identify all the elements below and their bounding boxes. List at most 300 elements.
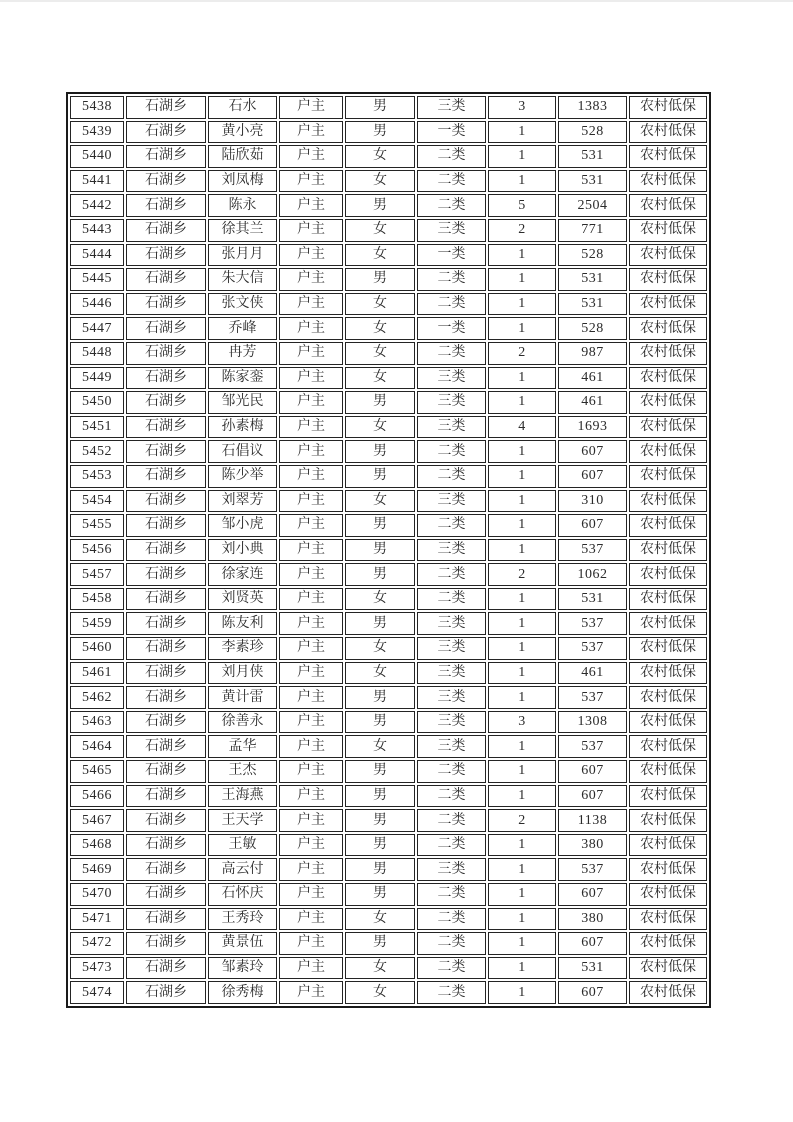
cell-householder-relation: 户主 — [279, 932, 343, 955]
cell-amount: 380 — [558, 834, 627, 857]
cell-householder-relation: 户主 — [279, 662, 343, 685]
cell-township: 石湖乡 — [126, 809, 206, 832]
cell-amount: 607 — [558, 981, 627, 1004]
cell-householder-relation: 户主 — [279, 957, 343, 980]
cell-serial-number: 5464 — [70, 735, 124, 758]
cell-category: 二类 — [417, 342, 486, 365]
cell-amount: 461 — [558, 367, 627, 390]
cell-serial-number: 5471 — [70, 908, 124, 931]
cell-gender: 男 — [345, 391, 415, 414]
cell-person-name: 朱大信 — [208, 268, 277, 291]
cell-subsidy-type: 农村低保 — [629, 858, 707, 881]
cell-gender: 男 — [345, 809, 415, 832]
cell-person-count: 1 — [488, 170, 556, 193]
page-top-edge — [0, 0, 793, 2]
cell-serial-number: 5449 — [70, 367, 124, 390]
cell-amount: 380 — [558, 908, 627, 931]
cell-person-name: 陈友利 — [208, 612, 277, 635]
cell-subsidy-type: 农村低保 — [629, 760, 707, 783]
cell-amount: 607 — [558, 465, 627, 488]
cell-householder-relation: 户主 — [279, 908, 343, 931]
table-row — [70, 539, 707, 562]
cell-person-count: 2 — [488, 809, 556, 832]
table-row — [70, 293, 707, 316]
cell-amount: 537 — [558, 612, 627, 635]
cell-person-name: 王天学 — [208, 809, 277, 832]
cell-township: 石湖乡 — [126, 440, 206, 463]
cell-subsidy-type: 农村低保 — [629, 981, 707, 1004]
cell-serial-number: 5470 — [70, 883, 124, 906]
cell-person-name: 石倡议 — [208, 440, 277, 463]
cell-person-count: 1 — [488, 908, 556, 931]
cell-householder-relation: 户主 — [279, 367, 343, 390]
cell-person-name: 石水 — [208, 96, 277, 119]
cell-township: 石湖乡 — [126, 981, 206, 1004]
cell-person-name: 王秀玲 — [208, 908, 277, 931]
cell-amount: 528 — [558, 317, 627, 340]
cell-subsidy-type: 农村低保 — [629, 711, 707, 734]
cell-gender: 男 — [345, 440, 415, 463]
cell-category: 三类 — [417, 416, 486, 439]
cell-township: 石湖乡 — [126, 858, 206, 881]
cell-township: 石湖乡 — [126, 268, 206, 291]
cell-category: 三类 — [417, 686, 486, 709]
cell-person-count: 1 — [488, 662, 556, 685]
cell-person-count: 1 — [488, 932, 556, 955]
table-row — [70, 416, 707, 439]
cell-person-count: 1 — [488, 367, 556, 390]
cell-person-count: 1 — [488, 760, 556, 783]
cell-category: 二类 — [417, 268, 486, 291]
cell-gender: 女 — [345, 170, 415, 193]
cell-township: 石湖乡 — [126, 317, 206, 340]
cell-township: 石湖乡 — [126, 145, 206, 168]
cell-township: 石湖乡 — [126, 367, 206, 390]
cell-township: 石湖乡 — [126, 539, 206, 562]
cell-township: 石湖乡 — [126, 711, 206, 734]
cell-householder-relation: 户主 — [279, 121, 343, 144]
cell-amount: 461 — [558, 662, 627, 685]
cell-amount: 528 — [558, 244, 627, 267]
cell-gender: 女 — [345, 342, 415, 365]
cell-person-count: 1 — [488, 686, 556, 709]
table-row — [70, 957, 707, 980]
cell-amount: 537 — [558, 735, 627, 758]
cell-amount: 537 — [558, 858, 627, 881]
table-body — [70, 96, 707, 1004]
cell-householder-relation: 户主 — [279, 490, 343, 513]
cell-householder-relation: 户主 — [279, 858, 343, 881]
cell-subsidy-type: 农村低保 — [629, 735, 707, 758]
cell-subsidy-type: 农村低保 — [629, 367, 707, 390]
cell-township: 石湖乡 — [126, 908, 206, 931]
cell-category: 二类 — [417, 465, 486, 488]
cell-person-name: 孟华 — [208, 735, 277, 758]
table-row — [70, 883, 707, 906]
cell-serial-number: 5461 — [70, 662, 124, 685]
cell-person-count: 2 — [488, 219, 556, 242]
cell-subsidy-type: 农村低保 — [629, 244, 707, 267]
cell-township: 石湖乡 — [126, 612, 206, 635]
cell-category: 二类 — [417, 194, 486, 217]
cell-person-name: 刘小典 — [208, 539, 277, 562]
cell-subsidy-type: 农村低保 — [629, 588, 707, 611]
cell-gender: 男 — [345, 96, 415, 119]
cell-person-count: 1 — [488, 145, 556, 168]
cell-amount: 607 — [558, 932, 627, 955]
table-row — [70, 809, 707, 832]
cell-township: 石湖乡 — [126, 588, 206, 611]
cell-serial-number: 5463 — [70, 711, 124, 734]
cell-serial-number: 5448 — [70, 342, 124, 365]
cell-gender: 男 — [345, 883, 415, 906]
cell-householder-relation: 户主 — [279, 416, 343, 439]
cell-householder-relation: 户主 — [279, 981, 343, 1004]
cell-householder-relation: 户主 — [279, 612, 343, 635]
table-row — [70, 96, 707, 119]
table-row — [70, 834, 707, 857]
cell-amount: 987 — [558, 342, 627, 365]
cell-person-count: 3 — [488, 96, 556, 119]
table-row — [70, 170, 707, 193]
cell-person-name: 王海燕 — [208, 785, 277, 808]
cell-subsidy-type: 农村低保 — [629, 170, 707, 193]
table-row — [70, 145, 707, 168]
cell-serial-number: 5456 — [70, 539, 124, 562]
cell-householder-relation: 户主 — [279, 317, 343, 340]
cell-category: 一类 — [417, 317, 486, 340]
cell-gender: 女 — [345, 957, 415, 980]
cell-person-name: 陈永 — [208, 194, 277, 217]
cell-person-count: 3 — [488, 711, 556, 734]
table-row — [70, 465, 707, 488]
cell-amount: 531 — [558, 170, 627, 193]
cell-category: 二类 — [417, 981, 486, 1004]
cell-person-name: 黄景伍 — [208, 932, 277, 955]
cell-subsidy-type: 农村低保 — [629, 440, 707, 463]
cell-person-name: 陈家銮 — [208, 367, 277, 390]
cell-person-name: 邹小虎 — [208, 514, 277, 537]
table-row — [70, 981, 707, 1004]
cell-serial-number: 5459 — [70, 612, 124, 635]
cell-householder-relation: 户主 — [279, 711, 343, 734]
cell-category: 二类 — [417, 588, 486, 611]
cell-category: 三类 — [417, 662, 486, 685]
cell-serial-number: 5441 — [70, 170, 124, 193]
cell-person-count: 1 — [488, 317, 556, 340]
cell-subsidy-type: 农村低保 — [629, 686, 707, 709]
table-row — [70, 268, 707, 291]
cell-amount: 531 — [558, 957, 627, 980]
cell-subsidy-type: 农村低保 — [629, 465, 707, 488]
cell-serial-number: 5457 — [70, 563, 124, 586]
cell-householder-relation: 户主 — [279, 514, 343, 537]
cell-person-count: 1 — [488, 957, 556, 980]
cell-gender: 女 — [345, 662, 415, 685]
cell-township: 石湖乡 — [126, 637, 206, 660]
cell-gender: 女 — [345, 735, 415, 758]
cell-householder-relation: 户主 — [279, 268, 343, 291]
cell-amount: 607 — [558, 514, 627, 537]
cell-person-name: 邹光民 — [208, 391, 277, 414]
cell-gender: 女 — [345, 490, 415, 513]
cell-township: 石湖乡 — [126, 514, 206, 537]
cell-householder-relation: 户主 — [279, 440, 343, 463]
cell-person-name: 王杰 — [208, 760, 277, 783]
cell-gender: 女 — [345, 981, 415, 1004]
cell-serial-number: 5462 — [70, 686, 124, 709]
cell-householder-relation: 户主 — [279, 342, 343, 365]
table-row — [70, 244, 707, 267]
cell-amount: 1693 — [558, 416, 627, 439]
cell-person-count: 4 — [488, 416, 556, 439]
cell-township: 石湖乡 — [126, 785, 206, 808]
cell-person-count: 1 — [488, 858, 556, 881]
cell-township: 石湖乡 — [126, 391, 206, 414]
cell-serial-number: 5446 — [70, 293, 124, 316]
cell-person-count: 1 — [488, 539, 556, 562]
cell-person-count: 1 — [488, 121, 556, 144]
cell-township: 石湖乡 — [126, 293, 206, 316]
cell-township: 石湖乡 — [126, 96, 206, 119]
cell-category: 一类 — [417, 244, 486, 267]
cell-subsidy-type: 农村低保 — [629, 957, 707, 980]
cell-householder-relation: 户主 — [279, 785, 343, 808]
cell-person-count: 1 — [488, 735, 556, 758]
cell-person-count: 1 — [488, 883, 556, 906]
cell-gender: 女 — [345, 416, 415, 439]
cell-category: 二类 — [417, 563, 486, 586]
cell-gender: 女 — [345, 293, 415, 316]
cell-amount: 1138 — [558, 809, 627, 832]
cell-serial-number: 5472 — [70, 932, 124, 955]
cell-category: 二类 — [417, 440, 486, 463]
cell-person-count: 1 — [488, 637, 556, 660]
welfare-recipient-table — [66, 92, 711, 1008]
cell-subsidy-type: 农村低保 — [629, 293, 707, 316]
cell-category: 三类 — [417, 735, 486, 758]
cell-householder-relation: 户主 — [279, 96, 343, 119]
table-row — [70, 735, 707, 758]
cell-person-name: 李素珍 — [208, 637, 277, 660]
cell-category: 二类 — [417, 883, 486, 906]
cell-category: 二类 — [417, 785, 486, 808]
cell-gender: 男 — [345, 686, 415, 709]
cell-category: 三类 — [417, 96, 486, 119]
cell-category: 三类 — [417, 858, 486, 881]
cell-amount: 2504 — [558, 194, 627, 217]
cell-householder-relation: 户主 — [279, 170, 343, 193]
cell-category: 三类 — [417, 711, 486, 734]
cell-serial-number: 5465 — [70, 760, 124, 783]
cell-person-count: 1 — [488, 785, 556, 808]
cell-person-name: 王敏 — [208, 834, 277, 857]
cell-householder-relation: 户主 — [279, 145, 343, 168]
cell-person-name: 石怀庆 — [208, 883, 277, 906]
cell-category: 三类 — [417, 391, 486, 414]
cell-category: 一类 — [417, 121, 486, 144]
cell-person-count: 1 — [488, 612, 556, 635]
cell-person-name: 陈少举 — [208, 465, 277, 488]
cell-amount: 537 — [558, 539, 627, 562]
cell-gender: 女 — [345, 367, 415, 390]
table-row — [70, 932, 707, 955]
cell-serial-number: 5452 — [70, 440, 124, 463]
cell-subsidy-type: 农村低保 — [629, 145, 707, 168]
cell-subsidy-type: 农村低保 — [629, 268, 707, 291]
cell-person-count: 2 — [488, 563, 556, 586]
cell-amount: 607 — [558, 440, 627, 463]
cell-subsidy-type: 农村低保 — [629, 908, 707, 931]
cell-householder-relation: 户主 — [279, 539, 343, 562]
cell-gender: 男 — [345, 465, 415, 488]
cell-gender: 女 — [345, 145, 415, 168]
table-row — [70, 612, 707, 635]
cell-person-name: 徐家连 — [208, 563, 277, 586]
table-row — [70, 662, 707, 685]
cell-serial-number: 5469 — [70, 858, 124, 881]
cell-gender: 女 — [345, 317, 415, 340]
cell-householder-relation: 户主 — [279, 465, 343, 488]
cell-township: 石湖乡 — [126, 883, 206, 906]
cell-amount: 531 — [558, 293, 627, 316]
cell-category: 三类 — [417, 637, 486, 660]
cell-township: 石湖乡 — [126, 121, 206, 144]
cell-subsidy-type: 农村低保 — [629, 219, 707, 242]
cell-amount: 531 — [558, 588, 627, 611]
cell-subsidy-type: 农村低保 — [629, 785, 707, 808]
cell-serial-number: 5447 — [70, 317, 124, 340]
cell-township: 石湖乡 — [126, 563, 206, 586]
table-row — [70, 367, 707, 390]
cell-subsidy-type: 农村低保 — [629, 662, 707, 685]
cell-householder-relation: 户主 — [279, 686, 343, 709]
cell-person-count: 1 — [488, 588, 556, 611]
cell-subsidy-type: 农村低保 — [629, 121, 707, 144]
cell-amount: 531 — [558, 268, 627, 291]
cell-gender: 女 — [345, 637, 415, 660]
cell-householder-relation: 户主 — [279, 834, 343, 857]
cell-gender: 男 — [345, 194, 415, 217]
table-row — [70, 490, 707, 513]
cell-subsidy-type: 农村低保 — [629, 539, 707, 562]
table-row — [70, 219, 707, 242]
cell-gender: 男 — [345, 612, 415, 635]
cell-amount: 461 — [558, 391, 627, 414]
cell-person-name: 孙素梅 — [208, 416, 277, 439]
cell-householder-relation: 户主 — [279, 735, 343, 758]
cell-township: 石湖乡 — [126, 465, 206, 488]
cell-subsidy-type: 农村低保 — [629, 96, 707, 119]
table-row — [70, 588, 707, 611]
cell-subsidy-type: 农村低保 — [629, 514, 707, 537]
cell-person-name: 张月月 — [208, 244, 277, 267]
cell-person-count: 1 — [488, 490, 556, 513]
cell-category: 三类 — [417, 219, 486, 242]
cell-gender: 男 — [345, 858, 415, 881]
cell-amount: 310 — [558, 490, 627, 513]
cell-gender: 男 — [345, 785, 415, 808]
cell-person-name: 刘月侠 — [208, 662, 277, 685]
cell-serial-number: 5454 — [70, 490, 124, 513]
table-row — [70, 440, 707, 463]
cell-person-count: 1 — [488, 268, 556, 291]
cell-subsidy-type: 农村低保 — [629, 834, 707, 857]
cell-serial-number: 5467 — [70, 809, 124, 832]
cell-householder-relation: 户主 — [279, 883, 343, 906]
cell-serial-number: 5445 — [70, 268, 124, 291]
cell-subsidy-type: 农村低保 — [629, 809, 707, 832]
cell-gender: 女 — [345, 588, 415, 611]
cell-householder-relation: 户主 — [279, 244, 343, 267]
cell-person-name: 邹素玲 — [208, 957, 277, 980]
cell-township: 石湖乡 — [126, 932, 206, 955]
cell-person-count: 1 — [488, 391, 556, 414]
cell-gender: 女 — [345, 244, 415, 267]
cell-gender: 男 — [345, 121, 415, 144]
cell-serial-number: 5438 — [70, 96, 124, 119]
cell-person-name: 徐其兰 — [208, 219, 277, 242]
cell-gender: 男 — [345, 539, 415, 562]
cell-person-count: 1 — [488, 981, 556, 1004]
cell-township: 石湖乡 — [126, 194, 206, 217]
cell-person-name: 乔峰 — [208, 317, 277, 340]
cell-amount: 528 — [558, 121, 627, 144]
cell-category: 二类 — [417, 957, 486, 980]
cell-person-count: 1 — [488, 514, 556, 537]
cell-person-count: 1 — [488, 465, 556, 488]
table-row — [70, 785, 707, 808]
cell-person-name: 徐善永 — [208, 711, 277, 734]
cell-amount: 771 — [558, 219, 627, 242]
table-row — [70, 711, 707, 734]
cell-township: 石湖乡 — [126, 735, 206, 758]
cell-amount: 537 — [558, 686, 627, 709]
cell-serial-number: 5455 — [70, 514, 124, 537]
cell-serial-number: 5473 — [70, 957, 124, 980]
cell-amount: 1062 — [558, 563, 627, 586]
cell-township: 石湖乡 — [126, 834, 206, 857]
cell-township: 石湖乡 — [126, 662, 206, 685]
cell-subsidy-type: 农村低保 — [629, 342, 707, 365]
cell-person-name: 冉芳 — [208, 342, 277, 365]
cell-gender: 男 — [345, 711, 415, 734]
table-row — [70, 391, 707, 414]
cell-township: 石湖乡 — [126, 416, 206, 439]
cell-gender: 男 — [345, 932, 415, 955]
cell-householder-relation: 户主 — [279, 637, 343, 660]
cell-person-name: 徐秀梅 — [208, 981, 277, 1004]
table-row — [70, 194, 707, 217]
cell-serial-number: 5444 — [70, 244, 124, 267]
cell-township: 石湖乡 — [126, 760, 206, 783]
cell-category: 三类 — [417, 612, 486, 635]
cell-serial-number: 5468 — [70, 834, 124, 857]
table-row — [70, 342, 707, 365]
cell-serial-number: 5466 — [70, 785, 124, 808]
cell-serial-number: 5439 — [70, 121, 124, 144]
cell-subsidy-type: 农村低保 — [629, 612, 707, 635]
cell-person-name: 高云付 — [208, 858, 277, 881]
cell-amount: 607 — [558, 785, 627, 808]
table-row — [70, 563, 707, 586]
table-row — [70, 858, 707, 881]
cell-subsidy-type: 农村低保 — [629, 883, 707, 906]
cell-category: 三类 — [417, 367, 486, 390]
cell-township: 石湖乡 — [126, 490, 206, 513]
cell-person-name: 黄计雷 — [208, 686, 277, 709]
table-row — [70, 760, 707, 783]
